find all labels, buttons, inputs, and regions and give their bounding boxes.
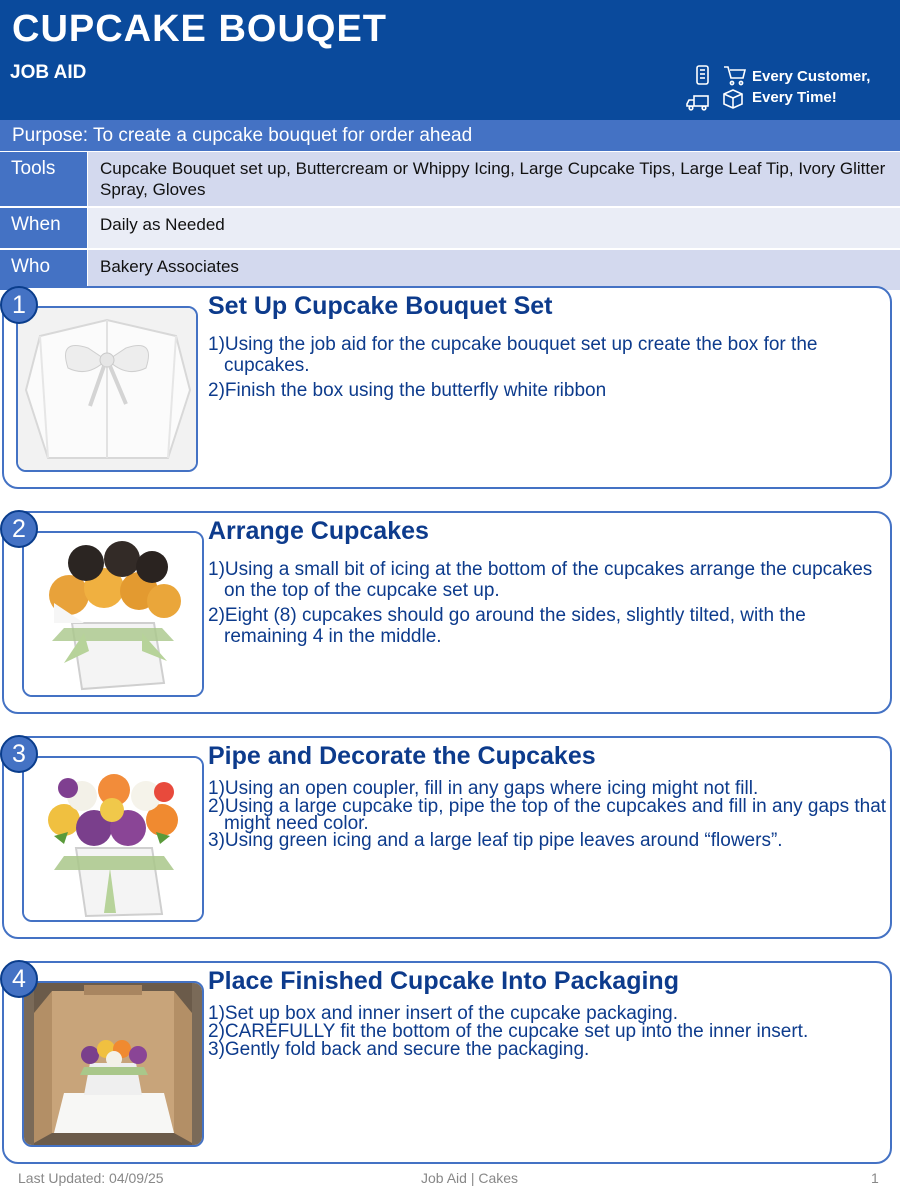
info-row-when: [0, 208, 900, 248]
brand-tagline-line1: Every Customer,: [752, 68, 871, 85]
packaged-bouquet-image: [24, 983, 202, 1145]
step-2-photo: [22, 531, 204, 697]
step-4-title: Place Finished Cupcake Into Packaging: [208, 967, 679, 995]
decorated-bouquet-image: [24, 758, 202, 920]
phone-icon: [697, 66, 708, 84]
step-1-photo: [16, 306, 198, 472]
header-banner: [0, 0, 900, 120]
info-row-who: [0, 250, 900, 290]
step-4-instructions: [208, 1004, 888, 1059]
box-icon: [724, 90, 742, 108]
step-4-item-2: 2)CAREFULLY fit the bottom of the cupcake set up into the inner insert.: [208, 1021, 809, 1042]
info-value-who: Bakery Associates: [88, 250, 900, 290]
step-4-item-1: 1)Set up box and inner insert of the cupcake packaging.: [208, 1003, 679, 1024]
step-1-instructions: [208, 334, 878, 401]
info-label-tools: Tools: [0, 152, 87, 206]
info-label-when: When: [0, 208, 87, 248]
step-3-photo: [22, 756, 204, 922]
step-number-2: 2: [0, 510, 38, 548]
document-title: CUPCAKE BOUQET: [12, 8, 388, 50]
step-2-item-2: 2)Eight (8) cupcakes should go around the sides, slightly tilted, with the remaining 4 in the middle.: [208, 605, 806, 647]
step-number-3: 3: [0, 735, 38, 773]
step-number-4: 4: [0, 960, 38, 998]
info-value-when: Daily as Needed: [88, 208, 900, 248]
footer-page-number: 1: [871, 1170, 879, 1186]
step-2-item-1: 1)Using a small bit of icing at the bottom of the cupcakes arrange the cupcakes on the top of the cupcake set up.: [208, 559, 873, 601]
step-1-item-2: 2)Finish the box using the butterfly white ribbon: [208, 380, 607, 401]
truck-icon: [687, 96, 708, 110]
cupcake-arrangement-image: [24, 533, 202, 695]
document-subtitle: JOB AID: [10, 62, 87, 83]
info-value-tools: Cupcake Bouquet set up, Buttercream or Whippy Icing, Large Cupcake Tips, Large Leaf Tip, Ivory Glitter Spray, Gloves: [88, 152, 900, 206]
step-4-photo: [22, 981, 204, 1147]
brand-tagline-line2: Every Time!: [752, 89, 837, 106]
footer-last-updated: Last Updated: 04/09/25: [18, 1170, 164, 1186]
cart-icon: [724, 67, 745, 85]
brand-icons: [686, 64, 746, 112]
info-row-tools: [0, 152, 900, 206]
brand-tagline: [752, 66, 894, 108]
step-4-item-3: 3)Gently fold back and secure the packaging.: [208, 1039, 590, 1060]
step-2-instructions: [208, 559, 888, 647]
step-3-item-1: 1)Using an open coupler, fill in any gaps where icing might not fill.: [208, 778, 759, 799]
info-label-who: Who: [0, 250, 87, 290]
step-2-title: Arrange Cupcakes: [208, 517, 429, 545]
step-3-title: Pipe and Decorate the Cupcakes: [208, 742, 596, 770]
white-box-image: [18, 308, 196, 470]
step-3-item-2: 2)Using a large cupcake tip, pipe the top of the cupcakes and fill in any gaps that might need color.: [208, 796, 887, 834]
step-1-item-1: 1)Using the job aid for the cupcake bouquet set up create the box for the cupcakes.: [208, 334, 818, 376]
purpose-bar: Purpose: To create a cupcake bouquet for order ahead: [0, 120, 900, 151]
step-1-title: Set Up Cupcake Bouquet Set: [208, 292, 553, 320]
step-number-1: 1: [0, 286, 38, 324]
footer-category: Job Aid | Cakes: [421, 1170, 519, 1186]
step-3-instructions: [208, 779, 888, 849]
step-3-item-3: 3)Using green icing and a large leaf tip pipe leaves around “flowers”.: [208, 830, 783, 851]
